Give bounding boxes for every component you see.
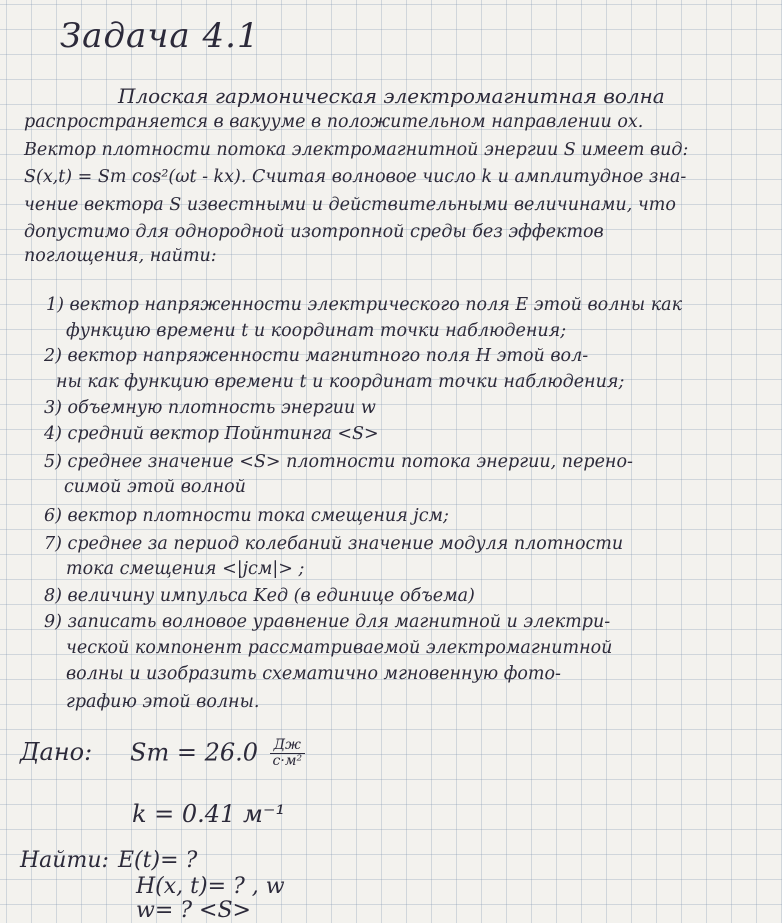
list-item: 6) вектор плотности тока смещения jсм; [44, 506, 449, 526]
list-item: 7) среднее за период колебаний значение модуля плотности [44, 534, 624, 554]
list-item: 5) среднее значение <S> плотности потока энергии, перено- [44, 452, 633, 472]
list-item: 2) вектор напряженности магнитного поля H этой вол- [44, 346, 589, 366]
paragraph-line: допустимо для однородной изотропной среды без эффектов [24, 222, 604, 242]
list-item: 3) объемную плотность энергии w [44, 398, 376, 418]
paragraph-line: чение вектора S известными и действительными величинами, что [24, 195, 676, 215]
list-item: ны как функцию времени t и координат точки наблюдения; [56, 372, 625, 392]
list-item: волны и изобразить схематично мгновенную фото- [66, 664, 561, 684]
list-item: 9) записать волновое уравнение для магнитной и электри- [44, 612, 611, 632]
unit-fraction [270, 738, 305, 770]
list-item: функцию времени t и координат точки наблюдения; [66, 321, 567, 341]
list-item: тока смещения <|jсм|> ; [66, 559, 305, 579]
given-sm [130, 738, 305, 770]
paragraph-line: Плоская гармоническая электромагнитная волна [118, 84, 665, 108]
list-item: 4) средний вектор Пойнтинга <S> [44, 424, 379, 444]
given-label: Дано: [20, 738, 93, 766]
list-item: графию этой волны. [66, 692, 260, 712]
paragraph-line: Вектор плотности потока электромагнитной энергии S имеет вид: [24, 140, 689, 160]
find-line: E(t)= ? [118, 848, 198, 873]
list-item: 8) величину импульса Kед (в единице объема) [44, 586, 475, 606]
paragraph-line: S(x,t) = Sm cos²(ωt - kx). Считая волновое число k и амплитудное зна- [24, 167, 687, 187]
paragraph-line: распространяется в вакууме в положительном направлении ох. [24, 112, 644, 132]
given-k: k = 0.41 м⁻¹ [132, 800, 286, 828]
list-item: симой этой волной [64, 477, 246, 497]
unit-numerator: Дж [270, 738, 305, 754]
list-item: ческой компонент рассматриваемой электромагнитной [66, 638, 613, 658]
find-line: H(x, t)= ? , w [136, 874, 285, 899]
list-item: 1) вектор напряженности электрического поля E этой волны как [46, 295, 683, 315]
paragraph-line: поглощения, найти: [24, 246, 217, 266]
find-label: Найти: [20, 848, 109, 873]
task-title: Задача 4.1 [60, 16, 260, 56]
given-sm-expr: Sm = 26.0 [130, 738, 259, 767]
find-line: w= ? <S> [136, 898, 251, 923]
unit-denominator: с·м² [272, 753, 303, 770]
